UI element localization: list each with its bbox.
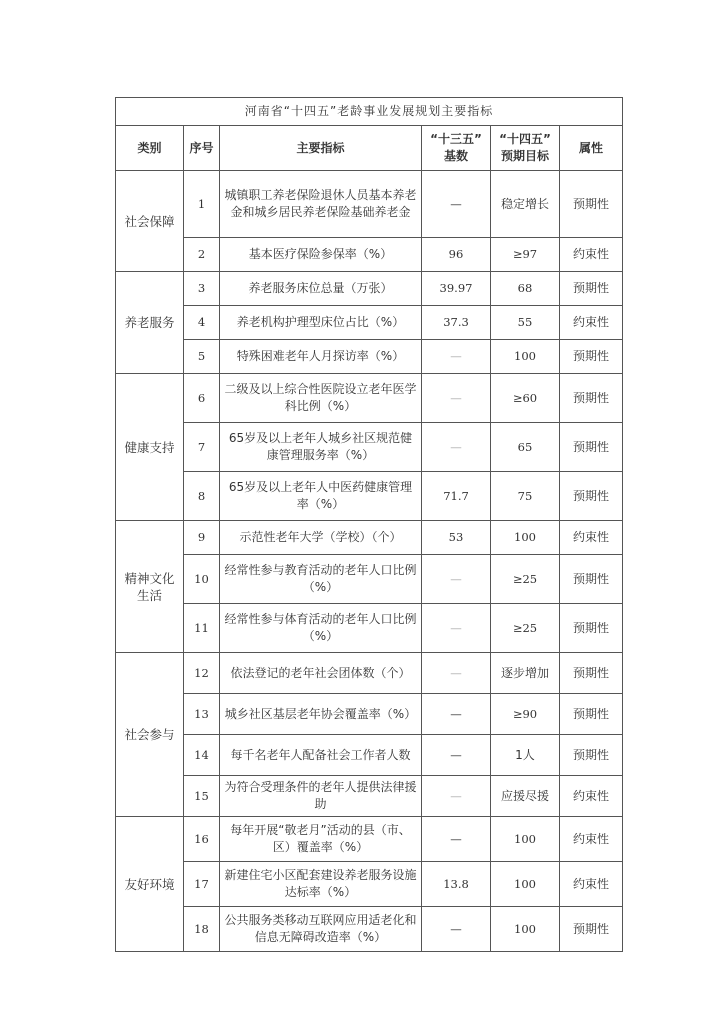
- target-cell: 稳定增长: [491, 171, 560, 238]
- table-row: [116, 340, 623, 374]
- attr-cell: 约束性: [560, 238, 623, 272]
- header-base: [422, 126, 491, 171]
- category-cell: 社会保障: [116, 171, 184, 272]
- attr-cell: 约束性: [560, 817, 623, 862]
- base-cell: 39.97: [422, 272, 491, 306]
- indicator-cell: 公共服务类移动互联网应用适老化和信息无障碍改造率（%）: [220, 907, 422, 952]
- category-cell: 友好环境: [116, 817, 184, 952]
- table-row: [116, 907, 623, 952]
- base-cell: 96: [422, 238, 491, 272]
- category-cell: 社会参与: [116, 653, 184, 817]
- base-cell: 53: [422, 521, 491, 555]
- base-cell: —: [422, 735, 491, 776]
- attr-cell: 预期性: [560, 555, 623, 604]
- table-row: [116, 555, 623, 604]
- seq-cell: 4: [184, 306, 220, 340]
- table-row: [116, 472, 623, 521]
- target-cell: 100: [491, 862, 560, 907]
- target-cell: 68: [491, 272, 560, 306]
- seq-cell: 5: [184, 340, 220, 374]
- attr-cell: 约束性: [560, 776, 623, 817]
- header-indicator: 主要指标: [220, 126, 422, 171]
- seq-cell: 14: [184, 735, 220, 776]
- target-cell: 100: [491, 907, 560, 952]
- seq-cell: 10: [184, 555, 220, 604]
- attr-cell: 预期性: [560, 423, 623, 472]
- indicator-cell: 示范性老年大学（学校）（个）: [220, 521, 422, 555]
- base-cell: —: [422, 694, 491, 735]
- header-attr: 属性: [560, 126, 623, 171]
- indicator-cell: 经常性参与教育活动的老年人口比例（%）: [220, 555, 422, 604]
- target-cell: 65: [491, 423, 560, 472]
- indicators-table: [115, 97, 623, 952]
- header-target: [491, 126, 560, 171]
- table-row: [116, 604, 623, 653]
- target-cell: ≥25: [491, 604, 560, 653]
- indicator-cell: 城乡社区基层老年协会覆盖率（%）: [220, 694, 422, 735]
- indicator-cell: 每千名老年人配备社会工作者人数: [220, 735, 422, 776]
- table-row: [116, 694, 623, 735]
- attr-cell: 预期性: [560, 735, 623, 776]
- header-target-line1: “十四五”: [499, 132, 551, 146]
- base-cell: —: [422, 423, 491, 472]
- attr-cell: 预期性: [560, 340, 623, 374]
- table-row: [116, 776, 623, 817]
- table-row: [116, 735, 623, 776]
- target-cell: ≥60: [491, 374, 560, 423]
- base-cell: 37.3: [422, 306, 491, 340]
- target-cell: 75: [491, 472, 560, 521]
- header-category: 类别: [116, 126, 184, 171]
- table-row: [116, 238, 623, 272]
- table-title: 河南省“十四五”老龄事业发展规划主要指标: [116, 98, 623, 126]
- base-cell: 71.7: [422, 472, 491, 521]
- seq-cell: 7: [184, 423, 220, 472]
- base-cell: —: [422, 555, 491, 604]
- target-cell: ≥90: [491, 694, 560, 735]
- attr-cell: 约束性: [560, 862, 623, 907]
- base-cell: —: [422, 817, 491, 862]
- target-cell: 100: [491, 817, 560, 862]
- indicator-cell: 养老机构护理型床位占比（%）: [220, 306, 422, 340]
- base-cell: —: [422, 171, 491, 238]
- seq-cell: 18: [184, 907, 220, 952]
- base-cell: —: [422, 776, 491, 817]
- target-cell: 应援尽援: [491, 776, 560, 817]
- table-row: [116, 521, 623, 555]
- seq-cell: 9: [184, 521, 220, 555]
- seq-cell: 8: [184, 472, 220, 521]
- indicator-cell: 经常性参与体育活动的老年人口比例（%）: [220, 604, 422, 653]
- attr-cell: 预期性: [560, 694, 623, 735]
- table-row: [116, 423, 623, 472]
- indicator-cell: 养老服务床位总量（万张）: [220, 272, 422, 306]
- attr-cell: 预期性: [560, 374, 623, 423]
- seq-cell: 2: [184, 238, 220, 272]
- header-base-line1: “十三五”: [430, 132, 482, 146]
- attr-cell: 预期性: [560, 472, 623, 521]
- seq-cell: 1: [184, 171, 220, 238]
- seq-cell: 16: [184, 817, 220, 862]
- attr-cell: 预期性: [560, 171, 623, 238]
- indicator-cell: 新建住宅小区配套建设养老服务设施达标率（%）: [220, 862, 422, 907]
- seq-cell: 17: [184, 862, 220, 907]
- target-cell: ≥97: [491, 238, 560, 272]
- target-cell: 100: [491, 521, 560, 555]
- table-row: [116, 374, 623, 423]
- base-cell: —: [422, 374, 491, 423]
- target-cell: 100: [491, 340, 560, 374]
- seq-cell: 6: [184, 374, 220, 423]
- base-cell: 13.8: [422, 862, 491, 907]
- table-row: [116, 862, 623, 907]
- category-cell: 精神文化生活: [116, 521, 184, 653]
- base-cell: —: [422, 653, 491, 694]
- indicator-cell: 每年开展“敬老月”活动的县（市、区）覆盖率（%）: [220, 817, 422, 862]
- title-row: [116, 98, 623, 126]
- base-cell: —: [422, 340, 491, 374]
- base-cell: —: [422, 907, 491, 952]
- indicator-cell: 65岁及以上老年人中医药健康管理率（%）: [220, 472, 422, 521]
- table-row: [116, 171, 623, 238]
- table-row: [116, 817, 623, 862]
- seq-cell: 11: [184, 604, 220, 653]
- indicator-cell: 为符合受理条件的老年人提供法律援助: [220, 776, 422, 817]
- category-cell: 健康支持: [116, 374, 184, 521]
- attr-cell: 预期性: [560, 272, 623, 306]
- target-cell: ≥25: [491, 555, 560, 604]
- seq-cell: 3: [184, 272, 220, 306]
- indicator-cell: 特殊困难老年人月探访率（%）: [220, 340, 422, 374]
- seq-cell: 13: [184, 694, 220, 735]
- seq-cell: 12: [184, 653, 220, 694]
- indicator-cell: 城镇职工养老保险退休人员基本养老金和城乡居民养老保险基础养老金: [220, 171, 422, 238]
- header-seq: 序号: [184, 126, 220, 171]
- attr-cell: 约束性: [560, 306, 623, 340]
- indicator-cell: 依法登记的老年社会团体数（个）: [220, 653, 422, 694]
- attr-cell: 约束性: [560, 521, 623, 555]
- target-cell: 逐步增加: [491, 653, 560, 694]
- indicator-cell: 二级及以上综合性医院设立老年医学科比例（%）: [220, 374, 422, 423]
- indicator-cell: 基本医疗保险参保率（%）: [220, 238, 422, 272]
- target-cell: 1人: [491, 735, 560, 776]
- target-cell: 55: [491, 306, 560, 340]
- indicator-cell: 65岁及以上老年人城乡社区规范健康管理服务率（%）: [220, 423, 422, 472]
- seq-cell: 15: [184, 776, 220, 817]
- attr-cell: 预期性: [560, 653, 623, 694]
- table-row: [116, 306, 623, 340]
- attr-cell: 预期性: [560, 604, 623, 653]
- table-row: [116, 272, 623, 306]
- base-cell: —: [422, 604, 491, 653]
- table-row: [116, 653, 623, 694]
- header-target-line2: 预期目标: [500, 149, 549, 163]
- header-base-line2: 基数: [443, 149, 468, 163]
- header-row: [116, 126, 623, 171]
- attr-cell: 预期性: [560, 907, 623, 952]
- category-cell: 养老服务: [116, 272, 184, 374]
